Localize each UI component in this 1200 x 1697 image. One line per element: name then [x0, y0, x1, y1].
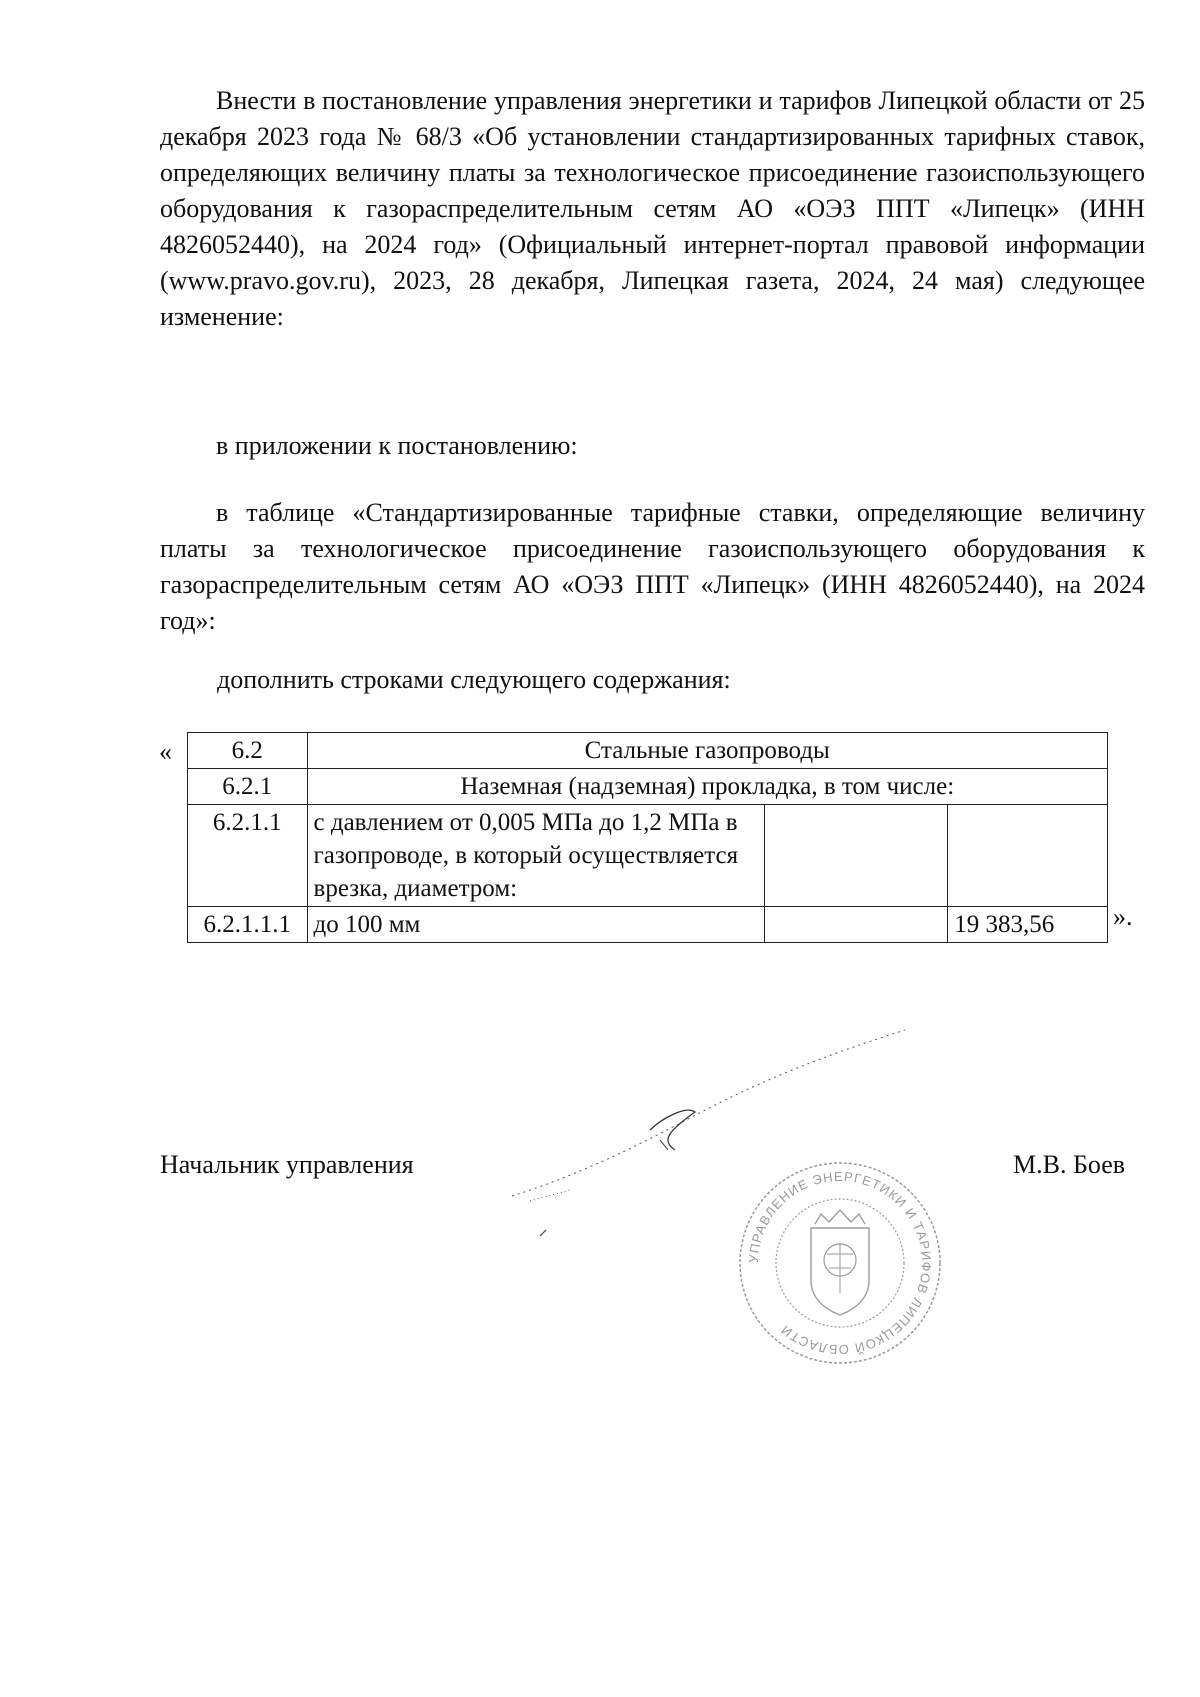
table-cell-description: с давлением от 0,005 МПа до 1,2 МПа в газопроводе, в который осуществляется врезка, диаметром: — [307, 805, 764, 907]
seal-text: УПРАВЛЕНИЕ ЭНЕРГЕТИКИ И ТАРИФОВ ЛИПЕЦКОЙ ОБЛАСТИ — [745, 1168, 935, 1358]
table-cell-number: 6.2.1 — [188, 769, 308, 805]
table-row — [188, 907, 1108, 943]
table-cell-description: Наземная (надземная) прокладка, в том числе: — [307, 769, 1107, 805]
signer-title: Начальник управления — [160, 1150, 414, 1179]
table-cell-description: Стальные газопроводы — [307, 733, 1107, 769]
table-cell-empty — [948, 805, 1108, 907]
table-cell-number: 6.2 — [188, 733, 308, 769]
table-cell-empty — [764, 805, 948, 907]
table-row — [188, 805, 1108, 907]
coat-of-arms-icon — [811, 1210, 869, 1315]
signer-name: М.В. Боев — [1013, 1150, 1126, 1179]
opening-quote: « — [159, 737, 172, 766]
table-cell-price: 19 383,56 — [948, 907, 1108, 943]
supplement-paragraph: дополнить строками следующего содержания: — [217, 665, 731, 694]
table-row — [188, 733, 1108, 769]
amendment-paragraph: Внести в постановление управления энергетики и тарифов Липецкой области от 25 декабря 2023 года № 68/3 «Об установлении стандартизированных тарифных ставок, определяющих величину платы за технологическое присоединение газоиспользующего оборудования к газораспределительным сетям АО «ОЭЗ ППТ «Липецк» (ИНН 4826052440), на 2024 год» (Официальный интернет-портал правовой информации (www.pravo.gov.ru), 2023, 28 декабря, Липецкая газета, 2024, 24 мая) следующее изменение: — [160, 86, 1145, 331]
closing-quote: ». — [1113, 902, 1133, 931]
tariff-table — [187, 732, 1108, 943]
table-cell-number: 6.2.1.1 — [188, 805, 308, 907]
official-seal — [735, 1158, 945, 1368]
appendix-paragraph: в приложении к постановлению: — [216, 431, 578, 460]
table-row — [188, 769, 1108, 805]
table-reference-paragraph: в таблице «Стандартизированные тарифные ставки, определяющие величину платы за технологическое присоединение газоиспользующего оборудования к газораспределительным сетям АО «ОЭЗ ППТ «Липецк» (ИНН 4826052440), на 2024 год»: — [160, 498, 1145, 635]
table-cell-empty — [764, 907, 948, 943]
table-cell-description: до 100 мм — [307, 907, 764, 943]
table-cell-number: 6.2.1.1.1 — [188, 907, 308, 943]
